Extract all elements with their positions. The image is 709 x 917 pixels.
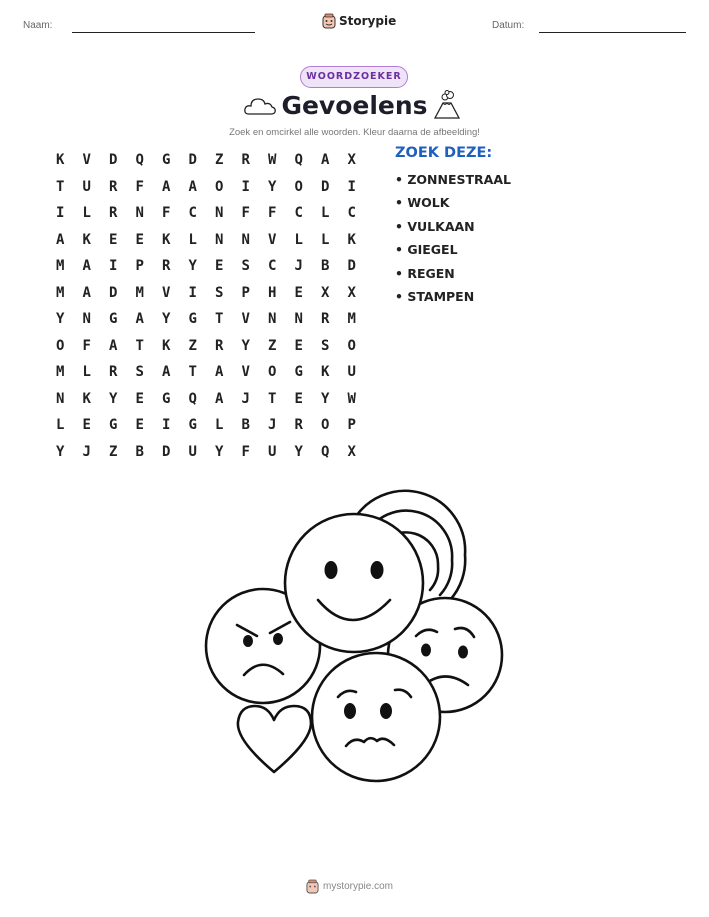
grid-letter[interactable]: E (215, 258, 224, 274)
grid-letter[interactable]: N (56, 390, 65, 407)
grid-letter[interactable]: G (188, 311, 197, 327)
grid-letter[interactable]: V (241, 364, 250, 380)
happy-face-icon (285, 514, 423, 652)
grid-letter[interactable]: B (135, 443, 144, 460)
grid-letter[interactable]: Q (294, 152, 303, 168)
grid-letter[interactable]: P (135, 258, 144, 274)
grid-letter[interactable]: A (56, 231, 65, 248)
grid-letter[interactable]: X (347, 284, 356, 301)
date-line[interactable] (539, 32, 686, 33)
grid-letter[interactable]: G (188, 417, 197, 433)
grid-letter[interactable]: Y (268, 178, 277, 195)
grid-letter[interactable]: K (82, 231, 91, 248)
grid-letter[interactable]: R (109, 178, 118, 195)
grid-letter[interactable]: V (162, 284, 171, 301)
grid-letter[interactable]: I (162, 417, 171, 433)
grid-letter[interactable]: O (294, 178, 303, 195)
grid-letter[interactable]: F (241, 443, 250, 460)
grid-letter[interactable]: Z (268, 337, 277, 354)
grid-letter[interactable]: A (82, 258, 91, 274)
grid-letter[interactable]: G (109, 311, 118, 327)
storypie-logo-icon (306, 879, 319, 894)
grid-letter[interactable]: F (241, 205, 250, 221)
puzzle-type-badge: WOORDZOEKER (300, 66, 408, 88)
grid-letter[interactable]: Y (215, 443, 224, 460)
grid-letter[interactable]: Q (321, 443, 330, 460)
grid-letter[interactable]: R (162, 258, 171, 274)
grid-letter[interactable]: J (294, 258, 303, 274)
grid-letter[interactable]: I (188, 284, 197, 301)
grid-letter[interactable]: Z (109, 443, 118, 460)
grid-letter[interactable]: Y (56, 443, 65, 460)
grid-letter[interactable]: Y (294, 443, 303, 460)
grid-letter[interactable]: R (109, 205, 118, 221)
grid-letter[interactable]: Z (215, 152, 224, 168)
grid-letter[interactable]: D (321, 178, 330, 195)
grid-letter[interactable]: G (162, 152, 171, 168)
grid-letter[interactable]: B (321, 258, 330, 274)
grid-letter[interactable]: N (135, 205, 144, 221)
grid-letter[interactable]: L (56, 417, 65, 433)
word-list-item: • WOLK (395, 195, 450, 211)
grid-letter[interactable]: U (268, 443, 277, 460)
heart-icon (238, 706, 311, 772)
grid-letter[interactable]: L (188, 231, 197, 248)
grid-letter[interactable]: M (56, 284, 65, 301)
grid-letter[interactable]: X (347, 152, 356, 168)
grid-letter[interactable]: C (347, 205, 356, 221)
grid-letter[interactable]: D (109, 152, 118, 168)
grid-letter[interactable]: I (347, 178, 356, 195)
grid-letter[interactable]: I (241, 178, 250, 195)
grid-letter[interactable]: X (321, 284, 330, 301)
grid-letter[interactable]: K (321, 364, 330, 380)
word-list-item: • VULKAAN (395, 218, 475, 234)
grid-letter[interactable]: E (109, 231, 118, 248)
grid-letter[interactable]: P (241, 284, 250, 301)
grid-letter[interactable]: Y (188, 258, 197, 274)
grid-letter[interactable]: P (347, 417, 356, 433)
grid-letter[interactable]: E (82, 417, 91, 433)
grid-letter[interactable]: O (56, 337, 65, 354)
grid-letter[interactable]: M (135, 284, 144, 301)
grid-letter[interactable]: S (135, 364, 144, 380)
grid-letter[interactable]: V (241, 311, 250, 327)
grid-letter[interactable]: Y (109, 390, 118, 407)
grid-letter[interactable]: M (56, 258, 65, 274)
grid-letter[interactable]: E (294, 284, 303, 301)
grid-letter[interactable]: M (56, 364, 65, 380)
grid-letter[interactable]: C (188, 205, 197, 221)
grid-letter[interactable]: W (268, 152, 277, 168)
grid-letter[interactable]: C (294, 205, 303, 221)
grid-letter[interactable]: K (82, 390, 91, 407)
grid-letter[interactable]: F (162, 205, 171, 221)
word-list-item: • GIEGEL (395, 242, 458, 258)
grid-letter[interactable]: Q (135, 152, 144, 168)
grid-letter[interactable]: N (215, 205, 224, 221)
word-list-title: ZOEK DEZE: (395, 145, 493, 161)
grid-letter[interactable]: Y (162, 311, 171, 327)
grid-letter[interactable]: V (82, 152, 91, 168)
grid-letter[interactable]: L (82, 205, 91, 221)
grid-letter[interactable]: U (188, 443, 197, 460)
grid-letter[interactable]: A (215, 390, 224, 407)
grid-letter[interactable]: A (109, 337, 118, 354)
grid-letter[interactable]: S (241, 258, 250, 274)
grid-letter[interactable]: N (215, 231, 224, 248)
grid-letter[interactable]: E (135, 231, 144, 248)
word-list (395, 170, 511, 310)
grid-letter[interactable]: D (162, 443, 171, 460)
grid-letter[interactable]: B (241, 417, 250, 433)
grid-letter[interactable]: E (294, 390, 303, 407)
grid-letter[interactable]: K (162, 231, 171, 248)
grid-letter[interactable]: A (135, 311, 144, 327)
sad-face-icon (312, 653, 440, 781)
grid-letter[interactable]: Y (56, 311, 65, 327)
grid-letter[interactable]: M (347, 311, 356, 327)
grid-letter[interactable]: F (82, 337, 91, 354)
grid-letter[interactable]: K (162, 337, 171, 354)
footer-url[interactable]: mystorypie.com (323, 881, 394, 892)
grid-letter[interactable]: S (215, 284, 224, 301)
grid-letter[interactable]: D (188, 152, 197, 168)
grid-letter[interactable]: R (321, 311, 330, 327)
grid-letter[interactable]: J (82, 443, 91, 460)
grid-letter[interactable]: H (268, 284, 277, 301)
word-list-item: • REGEN (395, 265, 455, 281)
grid-letter[interactable]: V (268, 231, 277, 248)
grid-letter[interactable]: O (268, 364, 277, 380)
grid-letter[interactable]: G (294, 364, 303, 380)
grid-letter[interactable]: F (135, 178, 144, 195)
grid-letter[interactable]: A (82, 284, 91, 301)
grid-letter[interactable]: F (268, 205, 277, 221)
name-line[interactable] (72, 32, 255, 33)
grid-letter[interactable]: L (321, 205, 330, 221)
volcano-icon (432, 90, 462, 120)
grid-letter[interactable]: O (347, 337, 356, 354)
grid-letter[interactable]: N (241, 231, 250, 248)
grid-letter[interactable]: T (135, 337, 144, 354)
instructions: Zoek en omcirkel alle woorden. Kleur daarna de afbeelding! (229, 127, 480, 138)
grid-letter[interactable]: I (109, 258, 118, 274)
grid-letter[interactable]: G (162, 390, 171, 407)
grid-letter[interactable]: R (215, 337, 224, 354)
grid-letter[interactable]: O (321, 417, 330, 433)
grid-letter[interactable]: R (241, 152, 250, 168)
word-search-grid[interactable] (47, 147, 365, 465)
grid-letter[interactable]: A (215, 364, 224, 380)
grid-letter[interactable]: N (294, 311, 303, 327)
grid-letter[interactable]: T (56, 178, 65, 195)
grid-letter[interactable]: T (215, 311, 224, 327)
grid-letter[interactable]: L (215, 417, 224, 433)
grid-letter[interactable]: N (268, 311, 277, 327)
grid-letter[interactable]: C (268, 258, 277, 274)
brand (322, 13, 396, 29)
grid-letter[interactable]: A (162, 178, 171, 195)
emotions-illustration[interactable] (0, 480, 709, 790)
grid-letter[interactable]: Y (321, 390, 330, 407)
grid-letter[interactable]: Y (241, 337, 250, 354)
grid-letter[interactable]: U (347, 364, 356, 380)
page-title: Gevoelens (281, 91, 428, 120)
grid-letter[interactable]: J (241, 390, 250, 407)
grid-letter[interactable]: R (294, 417, 303, 433)
grid-letter[interactable]: K (347, 231, 356, 248)
word-list-item: • ZONNESTRAAL (395, 172, 511, 187)
grid-letter[interactable]: J (268, 417, 277, 433)
grid-letter[interactable]: A (321, 152, 330, 168)
grid-letter[interactable]: A (162, 364, 171, 380)
grid-letter[interactable]: Q (188, 390, 197, 407)
grid-letter[interactable]: E (294, 337, 303, 354)
grid-letter[interactable]: I (56, 205, 65, 221)
grid-letter[interactable]: K (56, 152, 65, 168)
word-list-item: • STAMPEN (395, 288, 475, 304)
grid-letter[interactable]: X (347, 443, 356, 460)
grid-letter[interactable]: R (109, 364, 118, 380)
grid-letter[interactable]: S (321, 337, 330, 354)
grid-letter[interactable]: Z (188, 337, 197, 354)
footer (306, 879, 393, 894)
grid-letter[interactable]: G (109, 417, 118, 433)
grid-letter[interactable]: T (268, 390, 277, 407)
grid-letter[interactable]: L (294, 231, 303, 248)
grid-letter[interactable]: A (188, 178, 197, 195)
grid-letter[interactable]: E (135, 417, 144, 433)
grid-letter[interactable]: W (347, 390, 356, 407)
grid-letter[interactable]: U (82, 178, 91, 195)
name-label: Naam: (23, 20, 53, 31)
grid-letter[interactable]: T (188, 364, 197, 380)
grid-letter[interactable]: N (82, 311, 91, 327)
grid-letter[interactable]: O (215, 178, 224, 195)
grid-letter[interactable]: L (321, 231, 330, 248)
grid-letter[interactable]: L (82, 364, 91, 380)
grid-letter[interactable]: E (135, 390, 144, 407)
grid-letter[interactable]: D (109, 284, 118, 301)
brand-name: Storypie (339, 14, 397, 28)
storypie-logo-icon (322, 13, 336, 29)
date-label: Datum: (492, 20, 525, 31)
grid-letter[interactable]: D (347, 258, 356, 274)
